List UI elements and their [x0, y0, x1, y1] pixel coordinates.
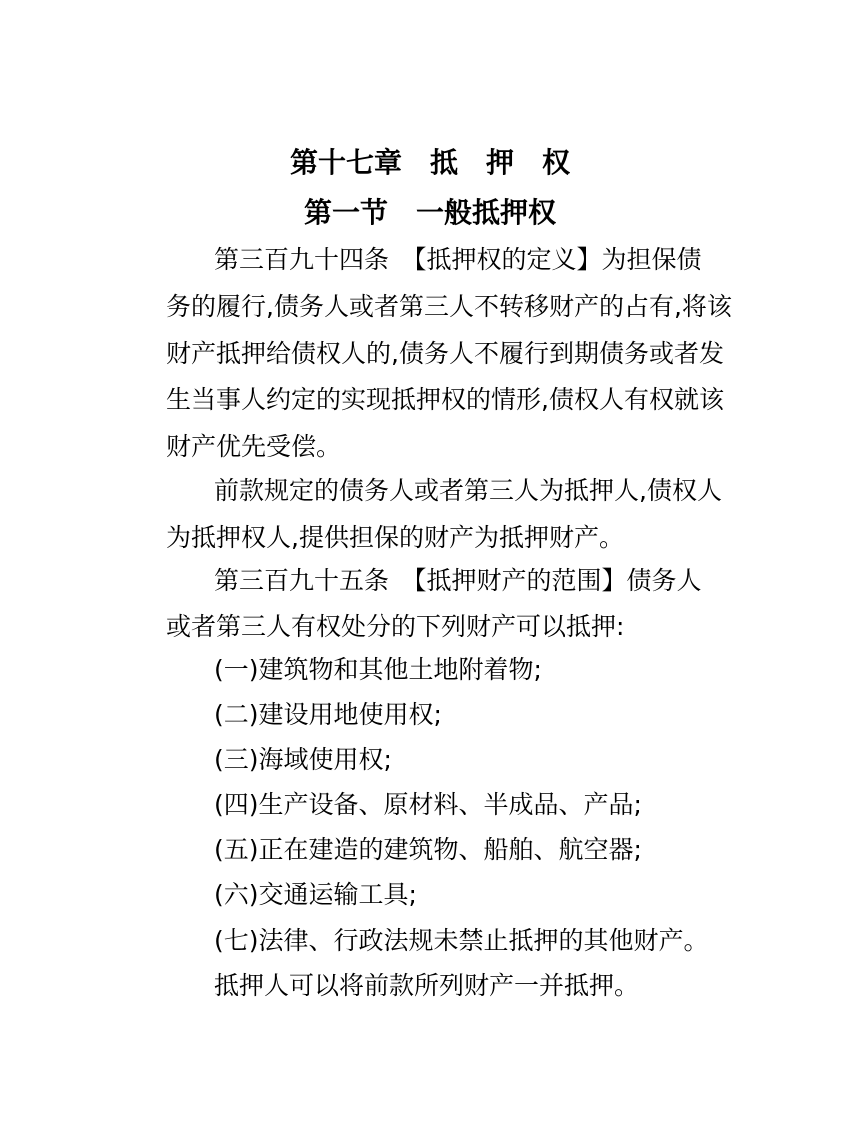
list-item: (七)法律、行政法规未禁止抵押的其他财产。: [214, 926, 709, 955]
paragraph-line: 第三百九十四条 【抵押权的定义】为担保债: [214, 245, 702, 274]
section-title: 第一节 一般抵押权: [303, 196, 556, 229]
closing-paragraph: 抵押人可以将前款所列财产一并抵押。: [214, 971, 640, 1000]
paragraph-line: 财产优先受偿。: [166, 432, 342, 461]
list-item: (二)建设用地使用权;: [214, 700, 442, 729]
list-item: (三)海域使用权;: [214, 745, 392, 774]
paragraph-line: 生当事人约定的实现抵押权的情形,债权人有权就该: [166, 385, 724, 414]
list-item: (四)生产设备、原材料、半成品、产品;: [214, 790, 642, 819]
paragraph-line: 财产抵押给债权人的,债务人不履行到期债务或者发: [166, 339, 724, 368]
paragraph-line: 务的履行,债务人或者第三人不转移财产的占有,将该: [166, 292, 732, 321]
paragraph-line: 前款规定的债务人或者第三人为抵押人,债权人: [214, 476, 722, 505]
list-item: (五)正在建造的建筑物、船舶、航空器;: [214, 835, 642, 864]
chapter-title: 第十七章 抵 押 权: [289, 146, 570, 179]
list-item: (六)交通运输工具;: [214, 880, 417, 909]
paragraph-line: 为抵押权人,提供担保的财产为抵押财产。: [166, 523, 624, 552]
paragraph-line: 第三百九十五条 【抵押财产的范围】债务人: [214, 566, 702, 595]
list-item: (一)建筑物和其他土地附着物;: [214, 655, 542, 684]
paragraph-line: 或者第三人有权处分的下列财产可以抵押:: [166, 612, 625, 641]
